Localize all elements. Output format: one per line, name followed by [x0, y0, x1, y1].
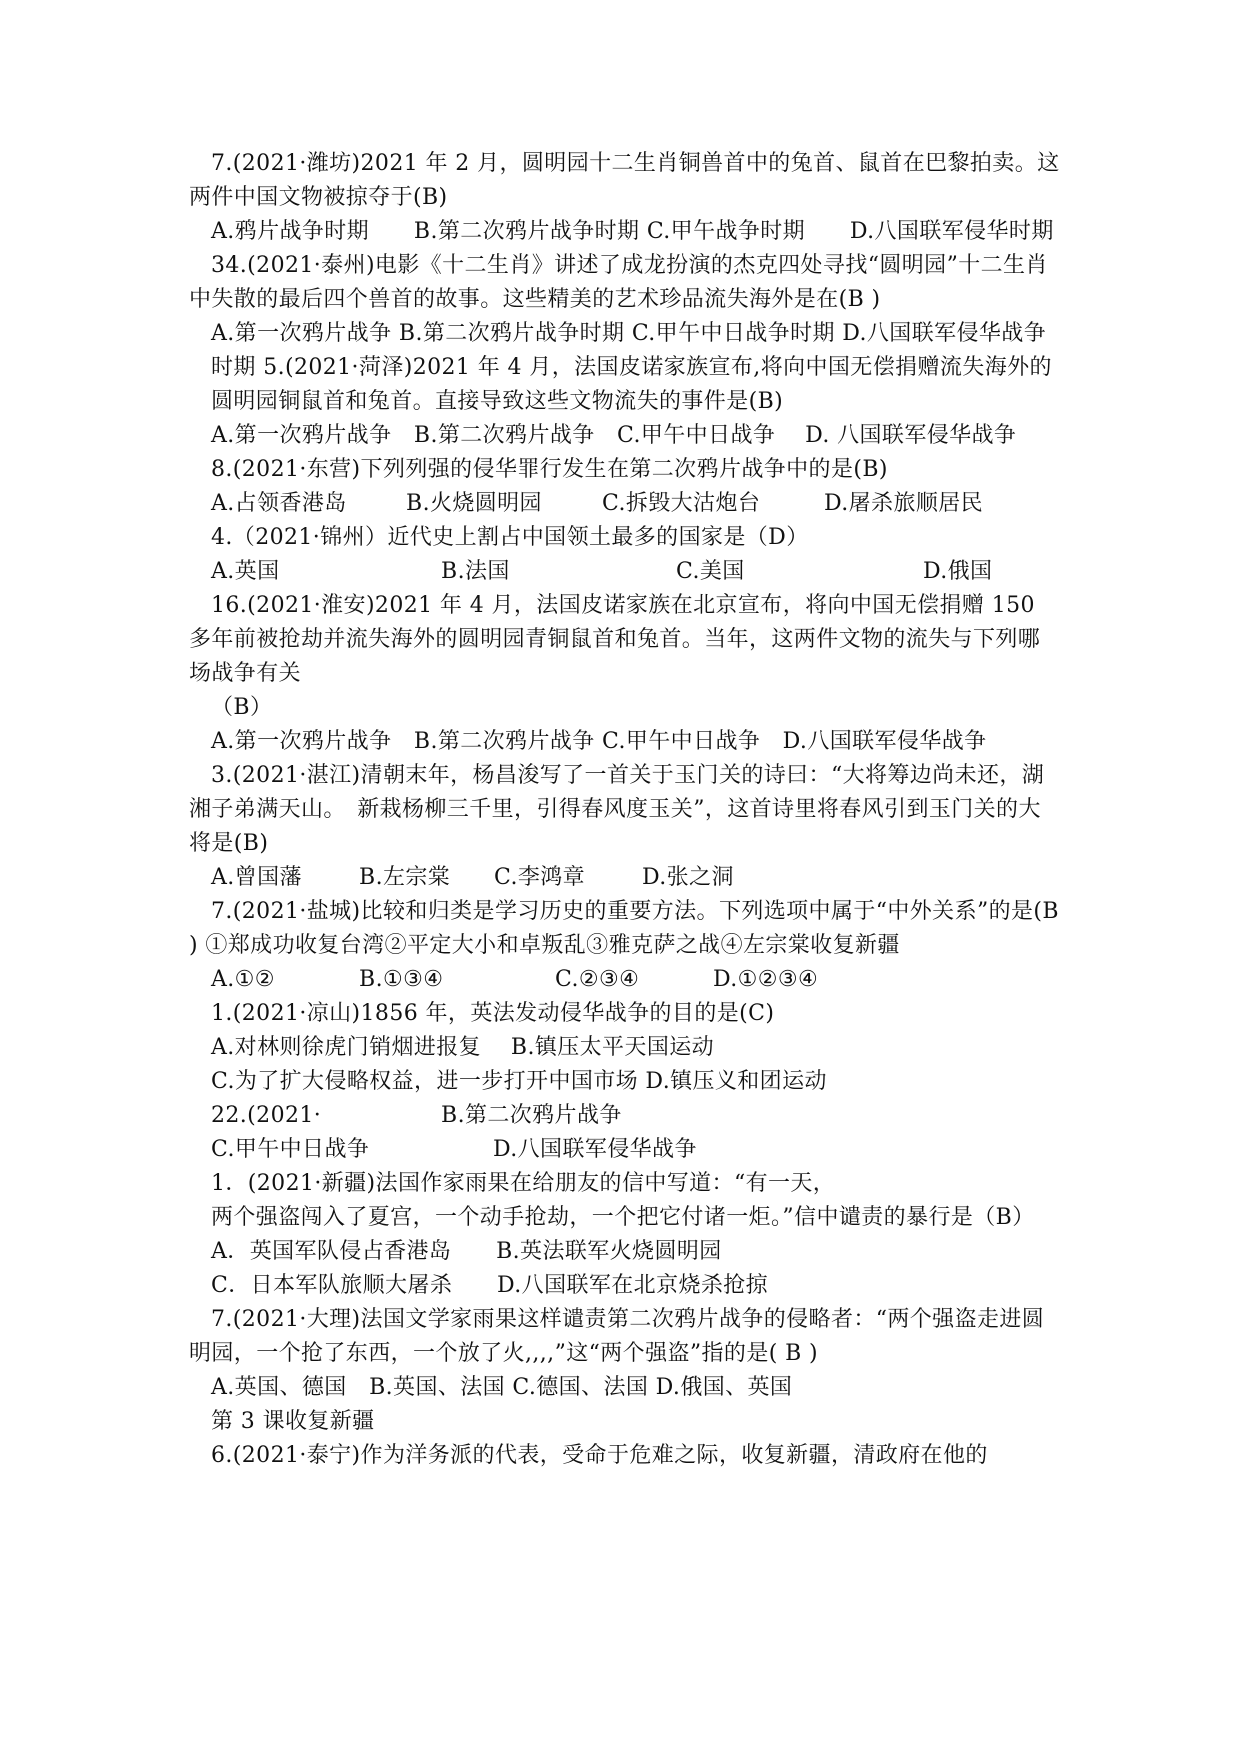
- question-dali: 7.(2021·大理)法国文学家雨果这样谴责第二次鸦片战争的侵略者：“两个强盗走进圆明园，一个抢了东西，一个放了火,,,,”这“两个强盗”指的是( B ): [189, 1307, 1045, 1366]
- question-liangshan: 1.(2021·凉山)1856 年，英法发动侵华战争的目的是(C): [211, 1001, 775, 1026]
- options-heze: A.第一次鸦片战争 B.第二次鸦片战争 C.甲午中日战争 D. 八国联军侵华战争: [211, 423, 1017, 448]
- options-zhanjiang: [189, 861, 1061, 895]
- section-heading: 第 3 课收复新疆: [211, 1409, 375, 1434]
- option-a: A.①②: [211, 967, 275, 992]
- option-d: D.①②③④: [713, 967, 819, 992]
- options-xinjiang-cd: C．日本军队旅顺大屠杀 D.八国联军在北京烧杀抢掠: [211, 1273, 769, 1298]
- option-d: D.八国联军侵华战争: [493, 1137, 697, 1162]
- option-a: A.占领香港岛: [211, 491, 347, 516]
- option-b: B.①③④: [359, 967, 444, 992]
- option-b: B.左宗棠: [359, 865, 451, 890]
- option-c: C.②③④: [555, 967, 640, 992]
- option-c: C.李鸿章: [494, 865, 586, 890]
- option-d: D.张之洞: [642, 865, 734, 890]
- document-body: [189, 147, 1061, 1473]
- question-xinjiang: 1．(2021·新疆)法国作家雨果在给朋友的信中写道：“有一天，: [211, 1171, 836, 1196]
- question-xinjiang-cont: 两个强盗闯入了夏宫，一个动手抢劫，一个把它付诸一炬。”信中谴责的暴行是（B）: [211, 1205, 1035, 1230]
- option-b: B.第二次鸦片战争: [441, 1103, 622, 1128]
- options-yancheng: [189, 963, 1061, 997]
- options-dali: A.英国、德国 B.英国、法国 C.德国、法国 D.俄国、英国: [211, 1375, 793, 1400]
- question-dongying: 8.(2021·东营)下列列强的侵华罪行发生在第二次鸦片战争中的是(B): [211, 457, 888, 482]
- options-liangshan-ab: A.对林则徐虎门销烟进报复 B.镇压太平天国运动: [211, 1035, 715, 1060]
- question-zhanjiang: 3.(2021·湛江)清朝末年，杨昌浚写了一首关于玉门关的诗曰：“大将筹边尚未还，湖湘子弟满天山。 新栽杨柳三千里，引得春风度玉关”，这首诗里将春风引到玉门关的大将是(B): [189, 763, 1045, 856]
- question-huaian: 16.(2021·淮安)2021 年 4 月，法国皮诺家族在北京宣布，将向中国无偿捐赠 150 多年前被抢劫并流失海外的圆明园青铜鼠首和兔首。当年，这两件文物的流失与下列哪场战争有关: [189, 593, 1041, 686]
- options-weifang: A.鸦片战争时期 B.第二次鸦片战争时期 C.甲午战争时期 D.八国联军侵华时期: [211, 219, 1054, 244]
- question-taining: 6.(2021·泰宁)作为洋务派的代表，受命于危难之际，收复新疆，清政府在他的: [211, 1443, 988, 1468]
- question-weifang: 7.(2021·潍坊)2021 年 2 月，圆明园十二生肖铜兽首中的兔首、鼠首在巴黎拍卖。这两件中国文物被掠夺于(B): [189, 151, 1060, 210]
- options-jinzhou: [189, 555, 1061, 589]
- options-22-cd: [189, 1133, 1061, 1167]
- question-yancheng: 7.(2021·盐城)比较和归类是学习历史的重要方法。下列选项中属于“中外关系”的是(B ) ①郑成功收复台湾②平定大小和卓叛乱③雅克萨之战④左宗棠收复新疆: [189, 899, 1059, 958]
- question-22-fragment: [189, 1099, 1061, 1133]
- option-a: A.曾国藩: [211, 865, 302, 890]
- option-b: B.法国: [441, 559, 510, 584]
- option-d: D.屠杀旅顺居民: [824, 491, 984, 516]
- options-huaian: A.第一次鸦片战争 B.第二次鸦片战争 C.甲午中日战争 D.八国联军侵华战争: [211, 729, 987, 754]
- options-liangshan-cd: C.为了扩大侵略权益，进一步打开中国市场 D.镇压义和团运动: [211, 1069, 827, 1094]
- options-xinjiang-ab: A．英国军队侵占香港岛 B.英法联军火烧圆明园: [211, 1239, 722, 1264]
- option-a: A.英国: [211, 559, 280, 584]
- options-dongying: [189, 487, 1061, 521]
- option-d: D.俄国: [923, 559, 993, 584]
- option-c: C.美国: [676, 559, 745, 584]
- question-taizhou: 34.(2021·泰州)电影《十二生肖》讲述了成龙扮演的杰克四处寻找“圆明园”十二生肖中失散的最后四个兽首的故事。这些精美的艺术珍品流失海外是在(B ): [189, 253, 1048, 312]
- option-c: C.甲午中日战争: [211, 1137, 370, 1162]
- option-c: C.拆毁大沽炮台: [602, 491, 761, 516]
- question-jinzhou: 4.（2021·锦州）近代史上割占中国领土最多的国家是（D）: [211, 525, 809, 550]
- question-22-number: 22.(2021·: [211, 1103, 322, 1128]
- option-b: B.火烧圆明园: [406, 491, 542, 516]
- options-taizhou-and-heze: A.第一次鸦片战争 B.第二次鸦片战争时期 C.甲午中日战争时期 D.八国联军侵华战争时期 5.(2021·菏泽)2021 年 4 月，法国皮诺家族宣布,将向中国无偿捐赠流失海外的圆明园铜鼠首和兔首。直接导致这些文物流失的事件是(B): [211, 321, 1052, 414]
- answer-huaian: （B）: [211, 695, 273, 720]
